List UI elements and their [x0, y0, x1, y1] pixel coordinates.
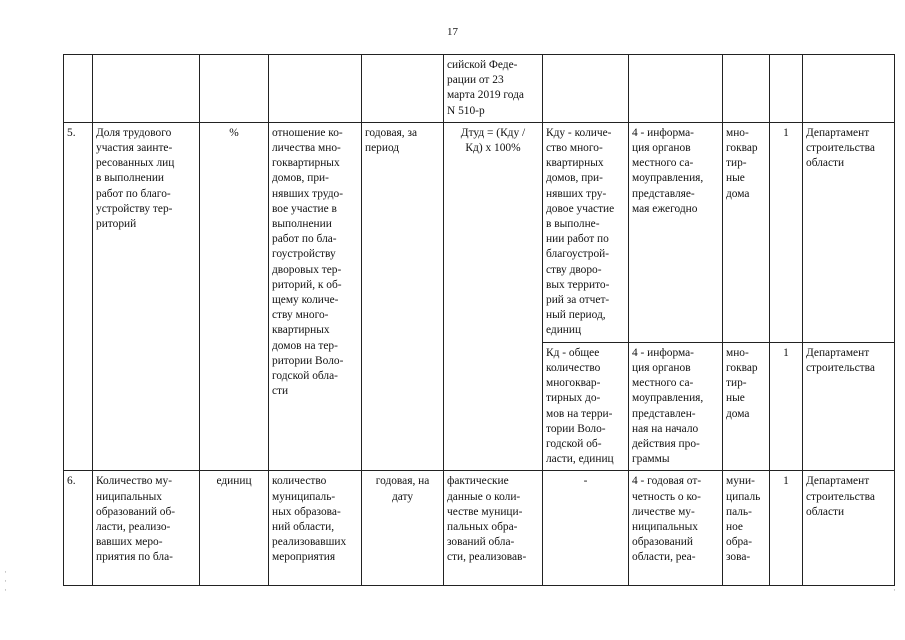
cell-indicator: -	[543, 471, 629, 586]
margin-mark-right: · · ·	[893, 567, 896, 595]
cell-source: 4 - информа- ция органов местного са- моуправления, представляе- мая ежегодно	[629, 122, 723, 342]
cell-period	[362, 55, 444, 123]
cell-source: 4 - годовая от- четность о ко- личестве му- ниципальных образований области, реа-	[629, 471, 723, 586]
cell-period: годовая, на дату	[362, 471, 444, 586]
cell-object	[723, 55, 770, 123]
cell-object: муни- ципаль паль- ное обра- зова-	[723, 471, 770, 586]
cell-name: Количество му- ниципальных образований об- ласти, реализо- вавших меро- приятия по бла-	[93, 471, 200, 586]
cell-period: годовая, за период	[362, 122, 444, 471]
table-row-6	[64, 471, 895, 586]
margin-mark-left: · · ·	[4, 567, 7, 595]
cell-name	[93, 55, 200, 123]
cell-responsible	[803, 55, 895, 123]
page-number: 17	[447, 26, 458, 38]
cell-method	[770, 55, 803, 123]
cell-responsible: Департамент строительства области	[803, 122, 895, 342]
cell-method: 1	[770, 471, 803, 586]
cell-num: 5.	[64, 122, 93, 471]
cell-indicator: Кду - количе- ство много- квартирных домов, при- нявших тру- довое участие в выполне- нии работ по благоустрой- ству дворо- вых террито- рий за отчет- ный период, единиц	[543, 122, 629, 342]
cell-definition	[269, 55, 362, 123]
cell-indicator	[543, 55, 629, 123]
cell-num: 6.	[64, 471, 93, 586]
cell-object: мно- гоквар тир- ные дома	[723, 342, 770, 471]
cell-object: мно- гоквар тир- ные дома	[723, 122, 770, 342]
cell-formula: Дтуд = (Кду / Кд) х 100%	[444, 122, 543, 471]
cell-source	[629, 55, 723, 123]
cell-method: 1	[770, 122, 803, 342]
cell-definition: количество муниципаль- ных образова- ний области, реализовавших мероприятия	[269, 471, 362, 586]
indicator-table	[63, 54, 895, 586]
cell-method: 1	[770, 342, 803, 471]
cell-responsible: Департамент строительства области	[803, 471, 895, 586]
table-row-continuation	[64, 55, 895, 123]
cell-formula: сийской Феде- рации от 23 марта 2019 года N 510-р	[444, 55, 543, 123]
cell-unit: %	[200, 122, 269, 471]
table-row-5a	[64, 122, 895, 342]
cell-name: Доля трудового участия заинте- ресованных лиц в выполнении работ по благо- устройству тер- риторий	[93, 122, 200, 471]
cell-unit	[200, 55, 269, 123]
cell-source: 4 - информа- ция органов местного са- моуправления, представлен- ная на начало действия про- граммы	[629, 342, 723, 471]
cell-unit: единиц	[200, 471, 269, 586]
cell-definition: отношение ко- личества мно- гоквартирных домов, при- нявших трудо- вое участие в выполнении работ по бла- гоустройству дворовых тер- риторий, к об- щему количе- ству много- квартирных домов на тер- ритории Воло- годской обла- сти	[269, 122, 362, 471]
cell-responsible: Департамент строительства	[803, 342, 895, 471]
cell-formula: фактические данные о коли- честве муници- пальных обра- зований обла- сти, реализовав-	[444, 471, 543, 586]
cell-indicator: Кд - общее количество многоквар- тирных до- мов на терри- тории Воло- годской об- ласти, единиц	[543, 342, 629, 471]
cell-num	[64, 55, 93, 123]
